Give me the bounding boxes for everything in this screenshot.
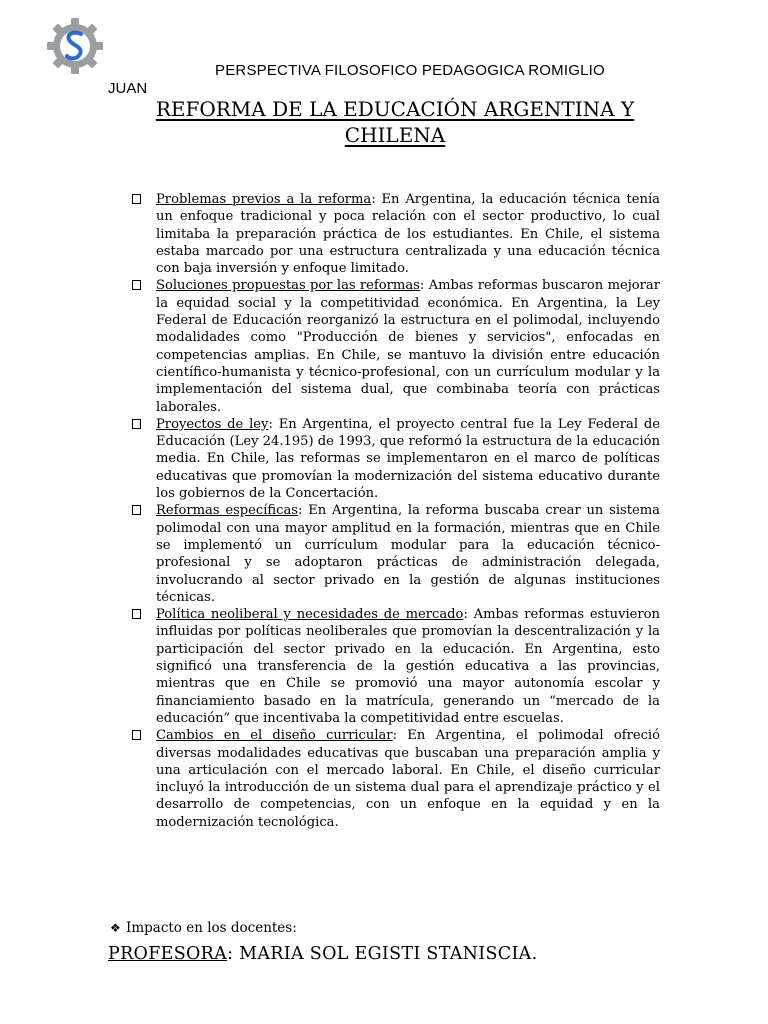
item-paragraph (156, 502, 660, 606)
checkbox-bullet-icon (132, 194, 141, 204)
item-paragraph (156, 277, 660, 415)
diamond-bullet-icon: ❖ (110, 921, 121, 935)
list-item (130, 416, 660, 502)
checkbox-bullet-icon (132, 609, 141, 619)
list-item (130, 191, 660, 277)
teacher-label: PROFESORA (108, 944, 228, 964)
header-subject-continuation: JUAN (108, 80, 148, 97)
list-item (130, 502, 660, 606)
item-text: : Ambas reformas buscaron mejorar la equidad social y la competitividad económica. En Argentina, la Ley Federal de Educación reorganizó la estructura en el polimodal, incluyendo modalidades como "Producción de bienes y servicios", enfocadas en competencias amplias. En Chile, se mantuvo la división entre educación científico-humanista y técnico-profesional, con un currículum modular y la implementación del sistema dual, que combinaba teoría con prácticas laborales. (156, 278, 660, 415)
list-item (130, 727, 660, 831)
item-heading: Proyectos de ley (156, 416, 269, 432)
item-text: : En Argentina, el polimodal ofreció diversas modalidades educativas que buscaban una preparación amplia y una articulación con el mercado laboral. En Chile, el diseño curricular incluyó la introducción de un sistema dual para el aprendizaje práctico y el desarrollo de competencias, con un enfoque en la equidad y en la modernización tecnológica. (156, 728, 660, 830)
impact-heading (110, 920, 297, 936)
item-text: : En Argentina, la reforma buscaba crear un sistema polimodal con una mayor amplitud en la formación, mientras que en Chile se implementó un currículum modular para la educación técnico-profesional y se adoptaron prácticas de administración delegada, involucrando al sector privado en la gestión de algunas instituciones técnicas. (156, 503, 660, 605)
item-paragraph (156, 606, 660, 727)
header-subject: PERSPECTIVA FILOSOFICO PEDAGOGICA ROMIGLIO (215, 62, 605, 79)
checkbox-bullet-icon (132, 419, 141, 429)
item-heading: Soluciones propuestas por las reformas (156, 278, 420, 294)
item-text: : Ambas reformas estuvieron influidas por políticas neoliberales que promovían la descentralización y la participación del sector privado en la educación. En Argentina, esto significó una transferencia de la gestión educativa a las provincias, mientras que en Chile se promovió una mayor autonomía escolar y financiamiento basado en la matrícula, generando un “mercado de la educación” que incentivaba la competitividad entre escuelas. (156, 607, 660, 726)
impact-label: Impacto en los docentes (126, 920, 293, 936)
item-heading: Problemas previos a la reforma (156, 192, 372, 207)
teacher-credit (108, 944, 537, 964)
title-line-1: REFORMA DE LA EDUCACIÓN ARGENTINA Y (155, 97, 635, 121)
list-item (130, 606, 660, 727)
item-heading: Política neoliberal y necesidades de mercado (156, 607, 464, 623)
impact-suffix: : (292, 920, 297, 936)
item-heading: Cambios en el diseño curricular (156, 728, 393, 744)
checkbox-bullet-icon (132, 505, 141, 515)
topic-list (130, 191, 660, 831)
title-line-2: CHILENA (344, 123, 446, 147)
checkbox-bullet-icon (132, 280, 141, 290)
item-paragraph (156, 727, 660, 831)
item-text: : En Argentina, la educación técnica tenía un enfoque tradicional y poca relación con el sector productivo, lo cual limitaba la preparación práctica de los estudiantes. En Chile, el sistema estaba marcado por una estructura centralizada y una educación técnica con baja inversión y enfoque limitado. (156, 192, 660, 277)
item-text: : En Argentina, el proyecto central fue la Ley Federal de Educación (Ley 24.195) de 1993, que reformó la estructura de la educación media. En Chile, las reformas se implementaron en el marco de políticas educativas que promovían la modernización del sistema educativo durante los gobiernos de la Concertación. (156, 416, 661, 502)
page-title (100, 96, 690, 148)
item-paragraph (156, 416, 660, 502)
checkbox-bullet-icon (132, 730, 141, 740)
item-paragraph (156, 191, 660, 277)
teacher-name: : MARIA SOL EGISTI STANISCIA. (227, 944, 538, 964)
list-item (130, 277, 660, 415)
item-heading: Reformas específicas (156, 503, 299, 519)
gear-logo-icon (45, 16, 105, 76)
